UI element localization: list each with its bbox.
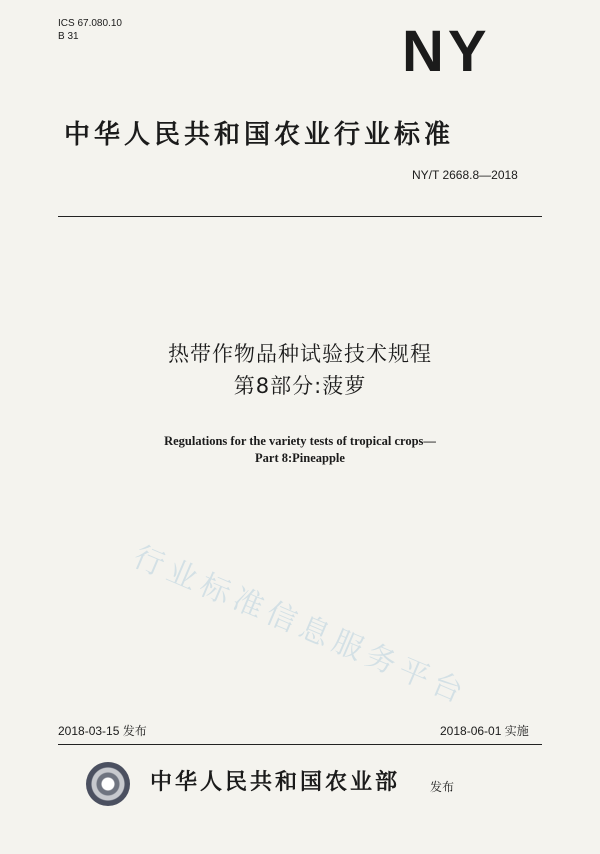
classification-codes bbox=[58, 17, 122, 43]
ministry-emblem-icon bbox=[86, 762, 130, 806]
ny-logo: NY bbox=[402, 19, 491, 84]
title-cn-line2: 第8部分:菠萝 bbox=[233, 374, 367, 398]
standard-number: NY/T 2668.8—2018 bbox=[412, 168, 518, 182]
watermark: 行业标准信息服务平台 bbox=[128, 539, 474, 713]
bottom-divider bbox=[58, 744, 542, 745]
title-en-line1: Regulations for the variety tests of tropical crops— bbox=[164, 434, 436, 448]
issue-date: 2018-03-15 发布 bbox=[58, 724, 147, 738]
ics-code: ICS 67.080.10 bbox=[58, 18, 122, 29]
title-english bbox=[0, 433, 600, 467]
standard-category-title: 中华人民共和国农业行业标准 bbox=[64, 120, 455, 150]
title-chinese bbox=[0, 338, 600, 402]
title-cn-line1: 热带作物品种试验技术规程 bbox=[168, 342, 432, 366]
top-divider bbox=[58, 216, 542, 217]
implementation-date: 2018-06-01 实施 bbox=[440, 724, 529, 738]
title-en-line2: Part 8:Pineapple bbox=[255, 451, 345, 465]
publisher-name: 中华人民共和国农业部 bbox=[150, 770, 401, 795]
ccs-code: B 31 bbox=[58, 31, 79, 42]
publisher-action: 发布 bbox=[430, 780, 455, 794]
